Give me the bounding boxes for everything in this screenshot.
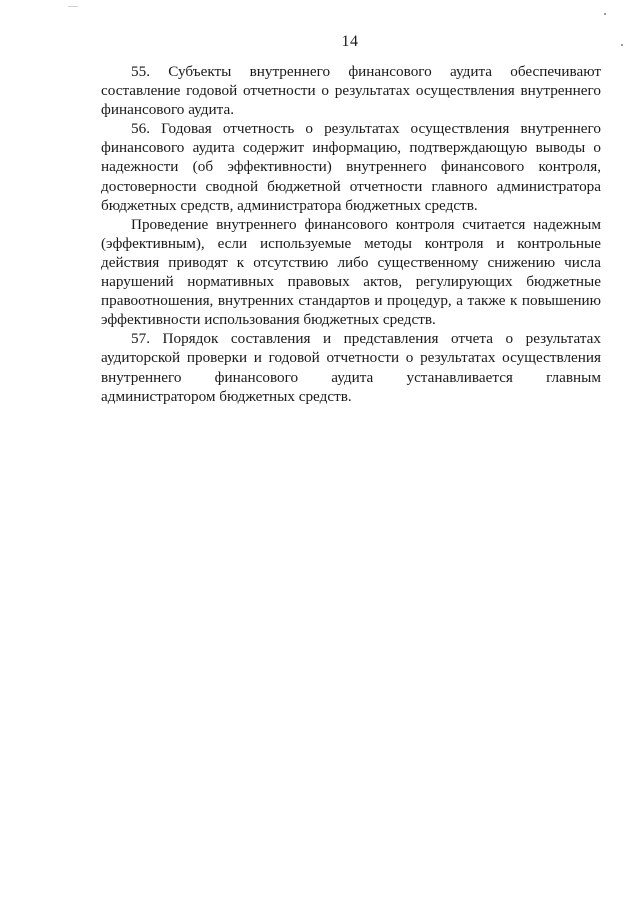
- scan-artifact: [604, 13, 606, 15]
- paragraph-57: 57. Порядок составления и представления отчета о результатах аудиторской проверки и годовой отчетности о результатах осуществления внутреннего финансового аудита устанавливается главным администратором бюджетных средств.: [101, 330, 601, 405]
- paragraph-56: 56. Годовая отчетность о результатах осуществления внутреннего финансового аудита содержит информацию, подтверждающую выводы о надежности (об эффективности) внутреннего финансового контроля, достоверности сводной бюджетной отчетности главного администратора бюджетных средств, администратора бюджетных средств.: [101, 120, 601, 214]
- paragraph-55: 55. Субъекты внутреннего финансового аудита обеспечивают составление годовой отчетности о результатах осуществления внутреннего финансового аудита.: [101, 63, 601, 119]
- document-body: [101, 62, 601, 406]
- page-number: 14: [341, 33, 359, 50]
- paragraph-56-continuation: Проведение внутреннего финансового контроля считается надежным (эффективным), если используемые методы контроля и контрольные действия приводят к отсутствию либо существенному снижению числа нарушений нормативных правовых актов, регулирующих бюджетные правоотношения, внутренних стандартов и процедур, а также к повышению эффективности использования бюджетных средств.: [101, 215, 601, 329]
- scan-artifact: [68, 6, 78, 7]
